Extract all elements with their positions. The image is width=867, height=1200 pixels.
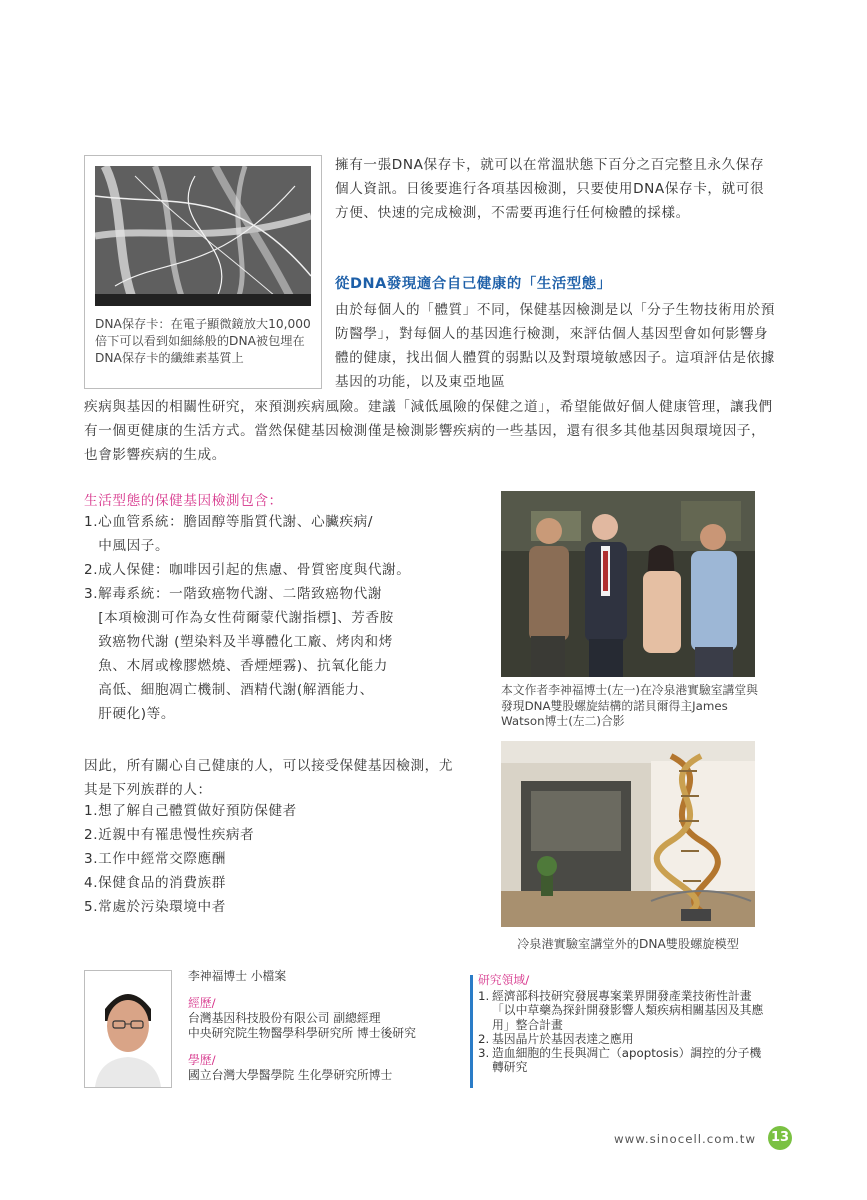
list-item: 2.成人保健：咖啡因引起的焦慮、骨質密度與代謝。 — [84, 562, 411, 578]
experience-label: 經歷/ — [188, 996, 216, 1010]
footer-url: www.sinocell.com.tw — [614, 1132, 756, 1146]
research-item — [478, 1046, 768, 1074]
list-item: 高低、細胞凋亡機制、酒精代謝(解酒能力、 — [84, 682, 374, 698]
list-item: [本項檢測可作為女性荷爾蒙代謝指標]、芳香胺 — [84, 610, 394, 626]
dna-model-caption: 冷泉港實驗室講堂外的DNA雙股螺旋模型 — [517, 937, 739, 951]
experience-item: 台灣基因科技股份有限公司 副總經理 — [188, 1011, 381, 1025]
research-item — [478, 989, 768, 1032]
research-item — [478, 1032, 768, 1046]
author-portrait — [84, 970, 172, 1088]
education-item: 國立台灣大學醫學院 生化學研究所博士 — [188, 1068, 393, 1082]
section-paragraph-full: 疾病與基因的相關性研究，來預測疾病風險。建議「減低風險的保健之道」，希望能做好個人健康管理，讓我們有一個更健康的生活方式。當然保健基因檢測僅是檢測影響疾病的一些基因，還有很多其他基因與環境因子，也會影響疾病的生成。 — [84, 399, 773, 463]
group-photo — [501, 491, 755, 677]
list-item: 致癌物代謝 (塑染料及半導體化工廠、烤肉和烤 — [84, 634, 393, 650]
research-item-text: 經濟部科技研究發展專案業界開發產業技術性計畫「以中草藥為探針開發影響人類疾病相關基因及其應用」整合計畫 — [492, 989, 764, 1032]
list-item: 5.常處於污染環境中者 — [84, 899, 226, 915]
list-item: 1.想了解自己體質做好預防保健者 — [84, 803, 297, 819]
dna-model-illustration — [501, 741, 755, 927]
intro-paragraph: 擁有一張DNA保存卡，就可以在常溫狀態下百分之百完整且永久保存個人資訊。日後要進行各項基因檢測，只要使用DNA保存卡，就可很方便、快速的完成檢測，不需要再進行任何檢體的採樣。 — [335, 157, 765, 221]
education-label: 學歷/ — [188, 1053, 216, 1067]
research-item-text: 基因晶片於基因表達之應用 — [492, 1031, 634, 1046]
figure-box — [84, 155, 322, 389]
experience-item: 中央研究院生物醫學科學研究所 博士後研究 — [188, 1026, 416, 1040]
lifestyle-list — [84, 510, 454, 726]
audience-paragraph: 因此，所有關心自己健康的人，可以接受保健基因檢測，尤其是下列族群的人： — [84, 758, 454, 798]
research-item-text: 造血細胞的生長與凋亡（apoptosis）調控的分子機轉研究 — [492, 1046, 762, 1075]
group-photo-illustration — [501, 491, 755, 677]
list-item: 3.工作中經常交際應酬 — [84, 851, 226, 867]
research-label: 研究領域/ — [478, 973, 530, 987]
research-item-number: 2. — [478, 1031, 490, 1046]
research-section — [478, 973, 768, 1074]
bio-name: 李神福博士 小檔案 — [188, 969, 287, 983]
list-item: 3.解毒系統：一階致癌物代謝、二階致癌物代謝 — [84, 586, 383, 602]
research-divider — [470, 975, 473, 1088]
list-item: 魚、木屑或橡膠燃燒、香煙煙霧)、抗氧化能力 — [84, 658, 388, 674]
micrograph-image — [95, 166, 311, 306]
group-photo-caption: 本文作者李神福博士(左一)在冷泉港實驗室講堂與發現DNA雙股螺旋結構的諾貝爾得主James Watson博士(左二)合影 — [501, 683, 758, 728]
research-item-number: 1. — [478, 989, 490, 1004]
list-item: 2.近親中有罹患慢性疾病者 — [84, 827, 255, 843]
figure-caption: DNA保存卡：在電子顯微鏡放大10,000倍下可以看到如細絲般的DNA被包埋在DNA保存卡的纖維素基質上 — [95, 317, 311, 365]
list-item: 1.心血管系統：膽固醇等脂質代謝、心臟疾病/ — [84, 514, 374, 530]
author-bio — [188, 969, 458, 1083]
section-paragraph-top: 由於每個人的「體質」不同，保健基因檢測是以「分子生物技術用於預防醫學」，對每個人的基因進行檢測，來評估個人基因型會如何影響身體的健康，找出個人體質的弱點以及對環境敏感因子。這項評估是依據基因的功能，以及東亞地區 — [335, 302, 776, 390]
list-item: 中風因子。 — [84, 538, 170, 554]
list-item: 肝硬化)等。 — [84, 706, 176, 722]
author-portrait-illustration — [85, 971, 171, 1087]
page-number-badge: 13 — [768, 1126, 792, 1150]
dna-model-photo — [501, 741, 755, 927]
lifestyle-heading: 生活型態的保健基因檢測包含： — [84, 493, 283, 509]
list-item: 4.保健食品的消費族群 — [84, 875, 226, 891]
research-item-number: 3. — [478, 1046, 490, 1061]
section-heading: 從DNA發現適合自己健康的「生活型態」 — [335, 276, 612, 292]
audience-list — [84, 799, 454, 919]
micrograph-illustration — [95, 166, 311, 306]
